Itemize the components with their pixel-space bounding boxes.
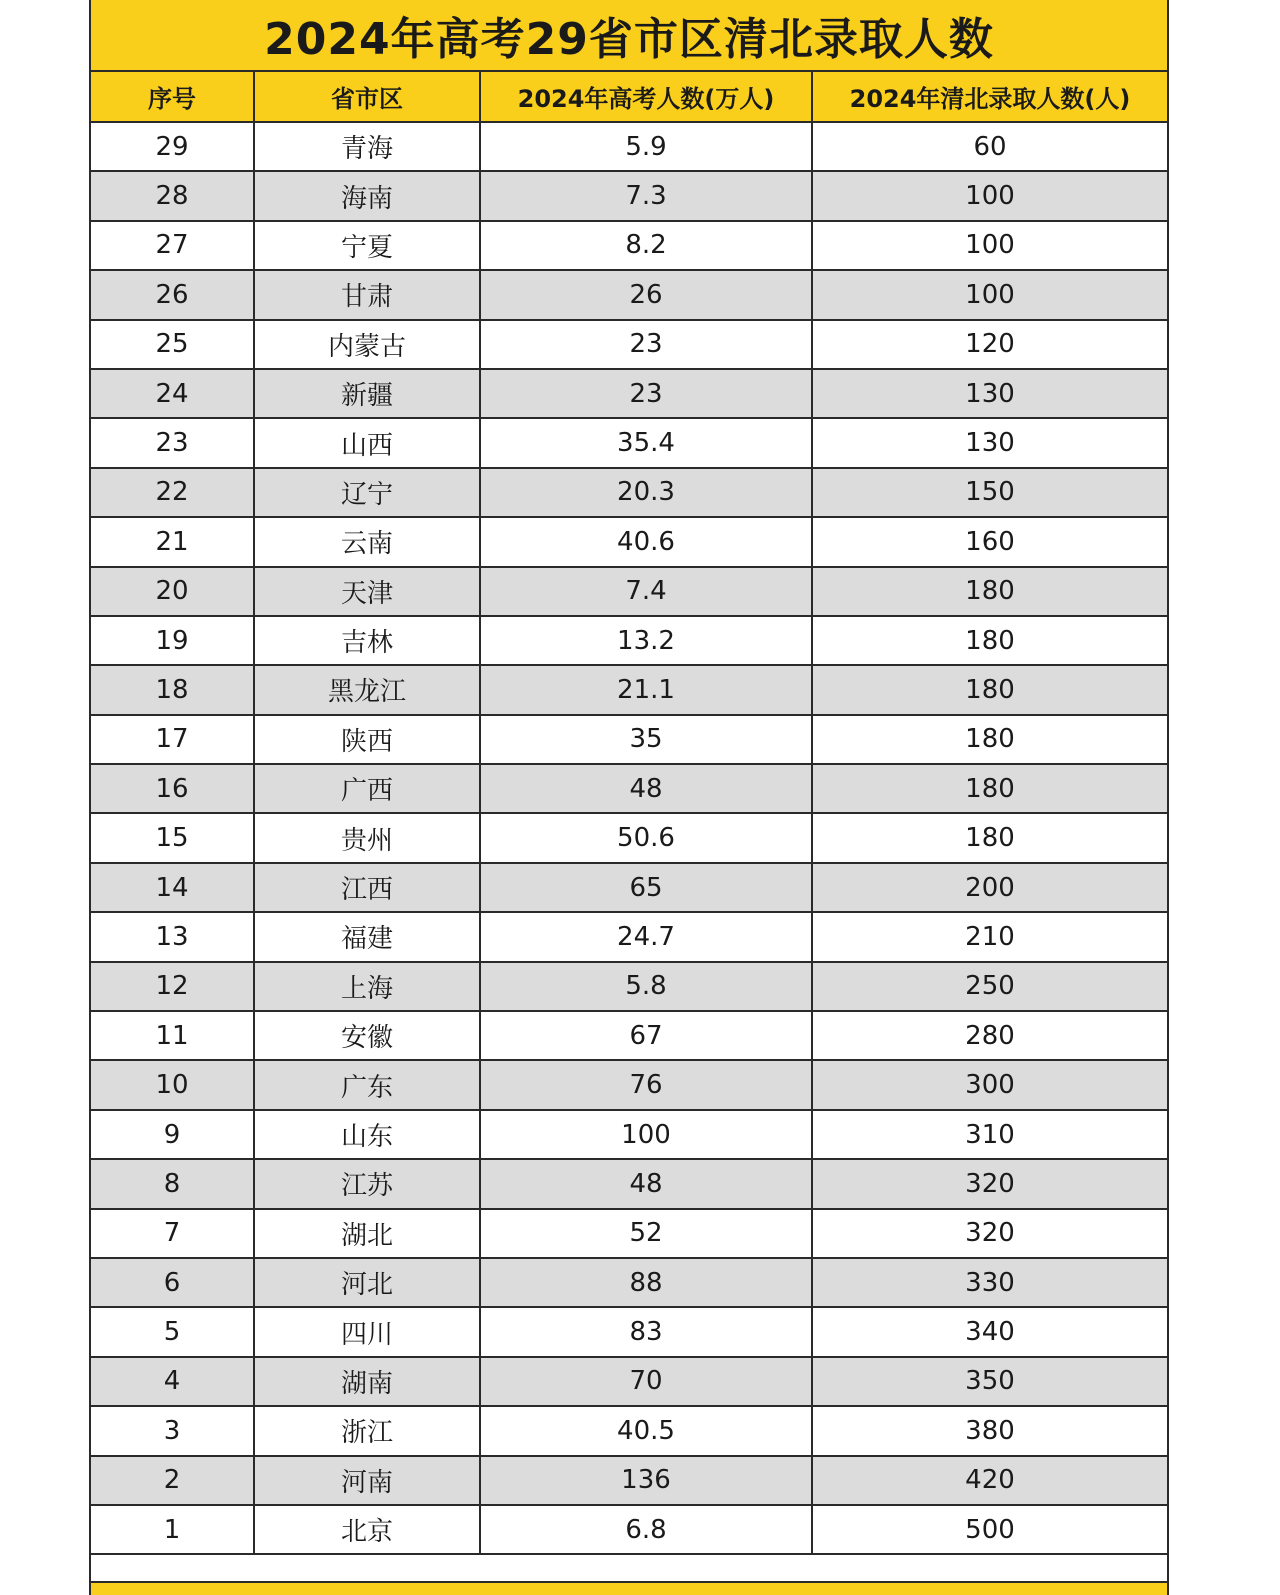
cell-exam-takers: 26 — [480, 270, 812, 319]
cell-exam-takers: 23 — [480, 369, 812, 418]
cell-exam-takers: 24.7 — [480, 912, 812, 961]
table-header-row — [91, 72, 1167, 122]
table-row — [91, 1505, 1167, 1554]
cell-province: 广西 — [254, 764, 480, 813]
table-row — [91, 665, 1167, 714]
cell-province: 新疆 — [254, 369, 480, 418]
admissions-table-sheet — [89, 0, 1169, 1595]
cell-admissions: 180 — [812, 616, 1167, 665]
cell-admissions: 100 — [812, 221, 1167, 270]
cell-province: 甘肃 — [254, 270, 480, 319]
cell-admissions: 60 — [812, 122, 1167, 171]
table-row — [91, 1258, 1167, 1307]
cell-index: 26 — [91, 270, 254, 319]
cell-province: 河北 — [254, 1258, 480, 1307]
admissions-table — [91, 72, 1167, 1555]
cell-index: 16 — [91, 764, 254, 813]
table-row — [91, 1357, 1167, 1406]
cell-province: 山东 — [254, 1110, 480, 1159]
cell-exam-takers: 50.6 — [480, 813, 812, 862]
cell-admissions: 250 — [812, 962, 1167, 1011]
table-row — [91, 418, 1167, 467]
table-row — [91, 1110, 1167, 1159]
cell-exam-takers: 70 — [480, 1357, 812, 1406]
header-admissions: 2024年清北录取人数(人) — [812, 72, 1167, 122]
cell-index: 1 — [91, 1505, 254, 1554]
table-row — [91, 369, 1167, 418]
table-row — [91, 1406, 1167, 1455]
cell-exam-takers: 35.4 — [480, 418, 812, 467]
cell-admissions: 150 — [812, 468, 1167, 517]
cell-province: 海南 — [254, 171, 480, 220]
cell-index: 19 — [91, 616, 254, 665]
cell-admissions: 180 — [812, 813, 1167, 862]
cell-province: 陕西 — [254, 715, 480, 764]
cell-exam-takers: 23 — [480, 320, 812, 369]
cell-province: 宁夏 — [254, 221, 480, 270]
cell-province: 四川 — [254, 1307, 480, 1356]
cell-province: 湖北 — [254, 1209, 480, 1258]
cell-province: 湖南 — [254, 1357, 480, 1406]
table-row — [91, 616, 1167, 665]
cell-index: 24 — [91, 369, 254, 418]
table-row — [91, 863, 1167, 912]
cell-index: 6 — [91, 1258, 254, 1307]
cell-exam-takers: 136 — [480, 1456, 812, 1505]
cell-province: 吉林 — [254, 616, 480, 665]
table-row — [91, 962, 1167, 1011]
cell-index: 15 — [91, 813, 254, 862]
cell-index: 11 — [91, 1011, 254, 1060]
cell-province: 江苏 — [254, 1159, 480, 1208]
title-bar — [91, 0, 1167, 72]
cell-index: 4 — [91, 1357, 254, 1406]
cell-exam-takers: 21.1 — [480, 665, 812, 714]
table-row — [91, 1209, 1167, 1258]
cell-index: 13 — [91, 912, 254, 961]
cell-index: 12 — [91, 962, 254, 1011]
cell-admissions: 160 — [812, 517, 1167, 566]
header-province: 省市区 — [254, 72, 480, 122]
table-row — [91, 715, 1167, 764]
cell-exam-takers: 100 — [480, 1110, 812, 1159]
cell-admissions: 280 — [812, 1011, 1167, 1060]
cell-exam-takers: 52 — [480, 1209, 812, 1258]
table-row — [91, 1307, 1167, 1356]
cell-exam-takers: 8.2 — [480, 221, 812, 270]
cell-province: 黑龙江 — [254, 665, 480, 714]
page-title: 2024年高考29省市区清北录取人数 — [264, 14, 994, 65]
cell-exam-takers: 7.3 — [480, 171, 812, 220]
header-exam-takers: 2024年高考人数(万人) — [480, 72, 812, 122]
cell-exam-takers: 13.2 — [480, 616, 812, 665]
footer-strip — [91, 1581, 1167, 1595]
cell-exam-takers: 6.8 — [480, 1505, 812, 1554]
cell-exam-takers: 83 — [480, 1307, 812, 1356]
cell-admissions: 350 — [812, 1357, 1167, 1406]
cell-province: 江西 — [254, 863, 480, 912]
cell-index: 18 — [91, 665, 254, 714]
cell-exam-takers: 7.4 — [480, 567, 812, 616]
cell-exam-takers: 88 — [480, 1258, 812, 1307]
cell-admissions: 380 — [812, 1406, 1167, 1455]
cell-index: 5 — [91, 1307, 254, 1356]
cell-index: 17 — [91, 715, 254, 764]
cell-admissions: 200 — [812, 863, 1167, 912]
cell-admissions: 310 — [812, 1110, 1167, 1159]
cell-index: 20 — [91, 567, 254, 616]
cell-admissions: 320 — [812, 1159, 1167, 1208]
cell-index: 8 — [91, 1159, 254, 1208]
table-row — [91, 1159, 1167, 1208]
cell-index: 23 — [91, 418, 254, 467]
table-row — [91, 517, 1167, 566]
cell-exam-takers: 5.9 — [480, 122, 812, 171]
header-index: 序号 — [91, 72, 254, 122]
cell-province: 山西 — [254, 418, 480, 467]
cell-admissions: 120 — [812, 320, 1167, 369]
cell-admissions: 210 — [812, 912, 1167, 961]
table-row — [91, 320, 1167, 369]
cell-province: 内蒙古 — [254, 320, 480, 369]
cell-province: 安徽 — [254, 1011, 480, 1060]
table-body — [91, 122, 1167, 1554]
cell-exam-takers: 48 — [480, 1159, 812, 1208]
cell-index: 10 — [91, 1060, 254, 1109]
cell-province: 贵州 — [254, 813, 480, 862]
table-row — [91, 171, 1167, 220]
cell-province: 广东 — [254, 1060, 480, 1109]
cell-admissions: 180 — [812, 764, 1167, 813]
cell-index: 27 — [91, 221, 254, 270]
cell-exam-takers: 5.8 — [480, 962, 812, 1011]
cell-index: 7 — [91, 1209, 254, 1258]
table-row — [91, 1456, 1167, 1505]
cell-admissions: 420 — [812, 1456, 1167, 1505]
cell-index: 28 — [91, 171, 254, 220]
cell-province: 河南 — [254, 1456, 480, 1505]
cell-admissions: 340 — [812, 1307, 1167, 1356]
table-row — [91, 122, 1167, 171]
table-row — [91, 221, 1167, 270]
cell-province: 云南 — [254, 517, 480, 566]
cell-index: 25 — [91, 320, 254, 369]
cell-exam-takers: 65 — [480, 863, 812, 912]
cell-index: 22 — [91, 468, 254, 517]
cell-province: 上海 — [254, 962, 480, 1011]
cell-admissions: 130 — [812, 369, 1167, 418]
cell-admissions: 100 — [812, 171, 1167, 220]
cell-admissions: 500 — [812, 1505, 1167, 1554]
cell-province: 北京 — [254, 1505, 480, 1554]
cell-exam-takers: 20.3 — [480, 468, 812, 517]
cell-admissions: 100 — [812, 270, 1167, 319]
cell-admissions: 320 — [812, 1209, 1167, 1258]
cell-province: 青海 — [254, 122, 480, 171]
cell-admissions: 130 — [812, 418, 1167, 467]
cell-index: 3 — [91, 1406, 254, 1455]
cell-admissions: 300 — [812, 1060, 1167, 1109]
cell-index: 14 — [91, 863, 254, 912]
cell-index: 21 — [91, 517, 254, 566]
table-row — [91, 468, 1167, 517]
table-row — [91, 912, 1167, 961]
table-row — [91, 1060, 1167, 1109]
cell-exam-takers: 35 — [480, 715, 812, 764]
cell-exam-takers: 40.5 — [480, 1406, 812, 1455]
cell-province: 福建 — [254, 912, 480, 961]
cell-admissions: 180 — [812, 665, 1167, 714]
cell-province: 浙江 — [254, 1406, 480, 1455]
table-row — [91, 270, 1167, 319]
table-row — [91, 1011, 1167, 1060]
cell-exam-takers: 67 — [480, 1011, 812, 1060]
cell-admissions: 180 — [812, 715, 1167, 764]
cell-index: 29 — [91, 122, 254, 171]
cell-province: 天津 — [254, 567, 480, 616]
cell-exam-takers: 76 — [480, 1060, 812, 1109]
cell-index: 2 — [91, 1456, 254, 1505]
cell-province: 辽宁 — [254, 468, 480, 517]
table-row — [91, 764, 1167, 813]
table-row — [91, 567, 1167, 616]
cell-exam-takers: 40.6 — [480, 517, 812, 566]
cell-exam-takers: 48 — [480, 764, 812, 813]
cell-index: 9 — [91, 1110, 254, 1159]
cell-admissions: 330 — [812, 1258, 1167, 1307]
table-row — [91, 813, 1167, 862]
cell-admissions: 180 — [812, 567, 1167, 616]
